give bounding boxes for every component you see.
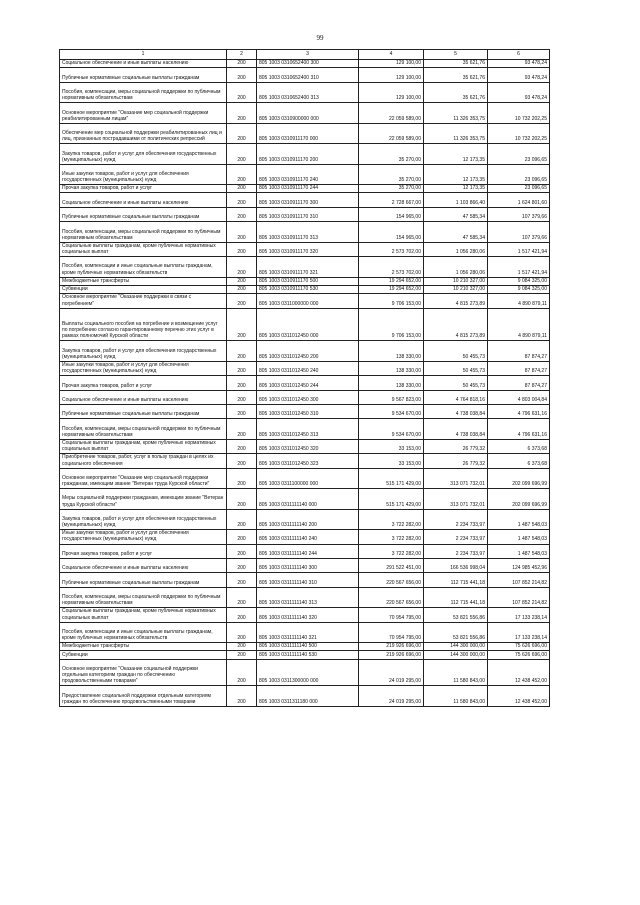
row-executed-cell: 313 071 732,01: [424, 468, 488, 489]
row-name-cell: Пособия, компенсации, меры социальной поддержки по публичным нормативным обязательствам: [60, 419, 227, 440]
row-name-cell: Меры социальной поддержки гражданам, имеющим звание "Ветеран труда Курской области": [60, 489, 227, 510]
row-classification-cell: 805 1003 0310911170 321: [257, 257, 359, 278]
row-code-cell: 200: [227, 439, 257, 453]
row-code-cell: 200: [227, 376, 257, 390]
row-executed-cell: 4 815 273,89: [424, 294, 488, 308]
table-row: [60, 60, 550, 68]
row-plan-cell: 9 567 823,00: [359, 390, 424, 404]
row-plan-cell: 154 965,00: [359, 222, 424, 243]
row-remainder-cell: 1 517 421,94: [488, 242, 550, 256]
row-code-cell: 200: [227, 454, 257, 468]
row-remainder-cell: 107 379,66: [488, 207, 550, 221]
row-executed-cell: 4 738 038,84: [424, 419, 488, 440]
row-code-cell: 200: [227, 489, 257, 510]
row-remainder-cell: 107 852 214,82: [488, 573, 550, 587]
row-plan-cell: 33 153,00: [359, 439, 424, 453]
page-number: 99: [316, 34, 324, 42]
row-code-cell: 200: [227, 558, 257, 572]
row-name-cell: Субвенции: [60, 285, 227, 293]
row-name-cell: Социальное обеспечение и иные выплаты населению: [60, 60, 227, 68]
row-executed-cell: 1 056 280,06: [424, 257, 488, 278]
row-code-cell: 200: [227, 185, 257, 193]
column-header-3: 3: [257, 50, 359, 60]
row-code-cell: 200: [227, 686, 257, 707]
row-plan-cell: 35 270,00: [359, 164, 424, 185]
row-classification-cell: 805 1003 0310911170 530: [257, 285, 359, 293]
row-remainder-cell: 124 985 452,96: [488, 558, 550, 572]
table-row: [60, 294, 550, 308]
row-classification-cell: 805 1003 0311111140 313: [257, 587, 359, 608]
row-executed-cell: 2 234 733,97: [424, 509, 488, 530]
row-code-cell: 200: [227, 659, 257, 686]
row-executed-cell: 26 779,32: [424, 439, 488, 453]
row-classification-cell: 805 1003 0311012450 310: [257, 405, 359, 419]
row-name-cell: Закупка товаров, работ и услуг для обеспечения государственных (муниципальных) нужд: [60, 144, 227, 165]
row-code-cell: 200: [227, 405, 257, 419]
row-classification-cell: 805 1003 0311111140 321: [257, 622, 359, 643]
table-row: [60, 558, 550, 572]
row-remainder-cell: 75 626 696,00: [488, 651, 550, 659]
row-remainder-cell: 202 099 696,99: [488, 468, 550, 489]
row-classification-cell: 805 1003 0311111140 310: [257, 573, 359, 587]
row-classification-cell: 805 1003 0311012450 323: [257, 454, 359, 468]
row-name-cell: Межбюджетные трансферты: [60, 643, 227, 651]
row-name-cell: Субвенции: [60, 651, 227, 659]
row-classification-cell: 805 1003 0311300000 000: [257, 659, 359, 686]
row-classification-cell: 805 1003 0310911170 320: [257, 242, 359, 256]
row-plan-cell: 24 019 295,00: [359, 686, 424, 707]
row-plan-cell: 2 728 667,00: [359, 193, 424, 207]
row-executed-cell: 50 455,73: [424, 361, 488, 375]
table-row: [60, 376, 550, 390]
row-executed-cell: 4 764 818,16: [424, 390, 488, 404]
table-row: [60, 207, 550, 221]
row-remainder-cell: 1 624 801,60: [488, 193, 550, 207]
row-remainder-cell: 87 874,27: [488, 376, 550, 390]
row-name-cell: Публичные нормативные социальные выплаты гражданам: [60, 573, 227, 587]
table-row: [60, 405, 550, 419]
row-plan-cell: 220 567 656,00: [359, 587, 424, 608]
row-plan-cell: 219 926 696,00: [359, 651, 424, 659]
row-name-cell: Закупка товаров, работ и услуг для обеспечения государственных (муниципальных) нужд: [60, 341, 227, 362]
row-name-cell: Межбюджетные трансферты: [60, 277, 227, 285]
row-plan-cell: 35 270,00: [359, 144, 424, 165]
row-plan-cell: 70 954 795,00: [359, 608, 424, 622]
table-row: [60, 622, 550, 643]
row-name-cell: Выплаты социального пособия на погребение и возмещение услуг по погребению согласно гарантированному перечню этих услуг в рамках полномочий Курской области: [60, 308, 227, 341]
row-classification-cell: 805 1003 0311111140 300: [257, 558, 359, 572]
row-plan-cell: 129 100,00: [359, 60, 424, 68]
row-executed-cell: 4 815 273,89: [424, 308, 488, 341]
column-header-2: 2: [227, 50, 257, 60]
row-name-cell: Основное мероприятие "Оказание мер социальной поддержки гражданам, имеющим звание "Ветеран труда Курской области": [60, 468, 227, 489]
row-executed-cell: 2 234 733,97: [424, 530, 488, 544]
row-name-cell: Публичные нормативные социальные выплаты гражданам: [60, 207, 227, 221]
row-classification-cell: 805 1003 0311012450 313: [257, 419, 359, 440]
table-row: [60, 277, 550, 285]
table-row: [60, 530, 550, 544]
row-executed-cell: 10 210 327,00: [424, 277, 488, 285]
row-executed-cell: 166 536 998,04: [424, 558, 488, 572]
row-remainder-cell: 9 084 325,00: [488, 277, 550, 285]
row-remainder-cell: 1 517 421,94: [488, 257, 550, 278]
row-classification-cell: 805 1003 0311000000 000: [257, 294, 359, 308]
table-row: [60, 573, 550, 587]
row-classification-cell: 805 1003 0311111140 200: [257, 509, 359, 530]
row-name-cell: Приобретение товаров, работ, услуг в пользу граждан в целях их социального обеспечения: [60, 454, 227, 468]
row-classification-cell: 805 1003 0310911170 200: [257, 144, 359, 165]
row-code-cell: 200: [227, 509, 257, 530]
budget-table: [59, 49, 550, 707]
row-classification-cell: 805 1003 0310911170 310: [257, 207, 359, 221]
table-row: [60, 509, 550, 530]
row-classification-cell: 805 1003 0311111140 320: [257, 608, 359, 622]
row-code-cell: 200: [227, 123, 257, 144]
row-code-cell: 200: [227, 103, 257, 124]
row-executed-cell: 1 056 280,06: [424, 242, 488, 256]
row-classification-cell: 805 1003 0311012450 240: [257, 361, 359, 375]
row-code-cell: 200: [227, 608, 257, 622]
row-remainder-cell: 6 373,68: [488, 439, 550, 453]
row-executed-cell: 112 715 441,18: [424, 587, 488, 608]
row-name-cell: Публичные нормативные социальные выплаты гражданам: [60, 405, 227, 419]
row-remainder-cell: 4 796 631,16: [488, 419, 550, 440]
row-remainder-cell: 17 133 238,14: [488, 622, 550, 643]
row-classification-cell: 805 1003 0311111140 240: [257, 530, 359, 544]
row-code-cell: 200: [227, 341, 257, 362]
table-row: [60, 544, 550, 558]
row-classification-cell: 805 1003 0310652400 313: [257, 82, 359, 103]
row-classification-cell: 805 1003 0311012450 320: [257, 439, 359, 453]
row-remainder-cell: 23 096,65: [488, 144, 550, 165]
row-plan-cell: 35 270,00: [359, 185, 424, 193]
row-code-cell: 200: [227, 257, 257, 278]
row-code-cell: 200: [227, 193, 257, 207]
table-row: [60, 341, 550, 362]
row-name-cell: Иные закупки товаров, работ и услуг для обеспечения государственных (муниципальных) нужд: [60, 164, 227, 185]
row-plan-cell: 291 522 451,00: [359, 558, 424, 572]
row-remainder-cell: 93 478,24: [488, 68, 550, 82]
row-name-cell: Пособия, компенсации и иные социальные выплаты гражданам, кроме публичных нормативных обязательств: [60, 622, 227, 643]
row-code-cell: 200: [227, 544, 257, 558]
row-plan-cell: 220 567 656,00: [359, 573, 424, 587]
row-classification-cell: 805 1003 0311012450 244: [257, 376, 359, 390]
row-executed-cell: 12 173,35: [424, 164, 488, 185]
row-remainder-cell: 9 084 325,00: [488, 285, 550, 293]
row-code-cell: 200: [227, 285, 257, 293]
row-remainder-cell: 10 732 202,25: [488, 103, 550, 124]
row-name-cell: Прочая закупка товаров, работ и услуг: [60, 544, 227, 558]
row-executed-cell: 53 821 556,86: [424, 622, 488, 643]
table-row: [60, 144, 550, 165]
row-plan-cell: 19 294 652,00: [359, 285, 424, 293]
table-header-row: [60, 50, 550, 60]
table-row: [60, 608, 550, 622]
row-executed-cell: 144 300 000,00: [424, 651, 488, 659]
row-code-cell: 200: [227, 144, 257, 165]
column-header-4: 4: [359, 50, 424, 60]
row-executed-cell: 47 585,34: [424, 207, 488, 221]
row-code-cell: 200: [227, 277, 257, 285]
row-executed-cell: 11 326 353,75: [424, 103, 488, 124]
row-name-cell: Социальные выплаты гражданам, кроме публичных нормативных социальных выплат: [60, 439, 227, 453]
row-plan-cell: 24 019 295,00: [359, 659, 424, 686]
table-row: [60, 419, 550, 440]
table-row: [60, 285, 550, 293]
table-row: [60, 193, 550, 207]
row-plan-cell: 129 100,00: [359, 68, 424, 82]
table-row: [60, 68, 550, 82]
row-plan-cell: 154 965,00: [359, 207, 424, 221]
row-plan-cell: 2 573 702,00: [359, 257, 424, 278]
row-plan-cell: 3 722 282,00: [359, 544, 424, 558]
row-classification-cell: 805 1003 0310652400 300: [257, 60, 359, 68]
row-remainder-cell: 4 796 631,16: [488, 405, 550, 419]
row-remainder-cell: 6 373,68: [488, 454, 550, 468]
row-plan-cell: 138 330,00: [359, 341, 424, 362]
row-name-cell: Социальные выплаты гражданам, кроме публичных нормативных социальных выплат: [60, 608, 227, 622]
table-row: [60, 257, 550, 278]
row-remainder-cell: 1 487 548,03: [488, 530, 550, 544]
row-classification-cell: 805 1003 0310911170 240: [257, 164, 359, 185]
row-remainder-cell: 93 478,24: [488, 60, 550, 68]
row-plan-cell: 22 059 589,00: [359, 123, 424, 144]
row-name-cell: Социальные выплаты гражданам, кроме публичных нормативных социальных выплат: [60, 242, 227, 256]
row-plan-cell: 3 722 282,00: [359, 509, 424, 530]
table-row: [60, 103, 550, 124]
row-executed-cell: 112 715 441,18: [424, 573, 488, 587]
row-executed-cell: 35 621,76: [424, 68, 488, 82]
row-remainder-cell: 87 874,27: [488, 341, 550, 362]
table-row: [60, 361, 550, 375]
table-row: [60, 308, 550, 341]
row-remainder-cell: 202 099 696,99: [488, 489, 550, 510]
table-row: [60, 123, 550, 144]
row-classification-cell: 805 1003 0310911170 300: [257, 193, 359, 207]
row-executed-cell: 10 210 327,00: [424, 285, 488, 293]
row-classification-cell: 805 1003 0310911170 500: [257, 277, 359, 285]
table-row: [60, 686, 550, 707]
row-remainder-cell: 1 487 548,03: [488, 509, 550, 530]
row-plan-cell: 9 706 153,00: [359, 308, 424, 341]
row-name-cell: Закупка товаров, работ и услуг для обеспечения государственных (муниципальных) нужд: [60, 509, 227, 530]
row-code-cell: 200: [227, 308, 257, 341]
row-classification-cell: 805 1003 0311311180 000: [257, 686, 359, 707]
row-executed-cell: 26 779,32: [424, 454, 488, 468]
row-name-cell: Иные закупки товаров, работ и услуг для обеспечения государственных (муниципальных) нужд: [60, 361, 227, 375]
row-code-cell: 200: [227, 651, 257, 659]
row-name-cell: Иные закупки товаров, работ и услуг для обеспечения государственных (муниципальных) нужд: [60, 530, 227, 544]
row-code-cell: 200: [227, 468, 257, 489]
row-classification-cell: 805 1003 0311012450 000: [257, 308, 359, 341]
table-row: [60, 454, 550, 468]
row-classification-cell: 805 1003 0310911170 000: [257, 123, 359, 144]
table-row: [60, 651, 550, 659]
row-code-cell: 200: [227, 222, 257, 243]
column-header-6: 6: [488, 50, 550, 60]
row-name-cell: Обеспечение мер социальной поддержки реабилитированных лиц и лиц, признанных пострадавшими от политических репрессий: [60, 123, 227, 144]
row-remainder-cell: 17 133 238,14: [488, 608, 550, 622]
row-code-cell: 200: [227, 207, 257, 221]
row-code-cell: 200: [227, 68, 257, 82]
row-executed-cell: 313 071 732,01: [424, 489, 488, 510]
row-plan-cell: 2 573 702,00: [359, 242, 424, 256]
row-remainder-cell: 107 852 214,82: [488, 587, 550, 608]
row-classification-cell: 805 1003 0310911170 244: [257, 185, 359, 193]
row-executed-cell: 4 738 038,84: [424, 405, 488, 419]
row-classification-cell: 805 1003 0311111140 000: [257, 489, 359, 510]
row-code-cell: 200: [227, 60, 257, 68]
row-name-cell: Предоставление социальной поддержки отдельным категориям граждан по обеспечению продовольственными товарами: [60, 686, 227, 707]
table-row: [60, 185, 550, 193]
row-name-cell: Пособия, компенсации, меры социальной поддержки по публичным нормативным обязательствам: [60, 587, 227, 608]
row-name-cell: Пособия, компенсации, меры социальной поддержки по публичным нормативным обязательствам: [60, 222, 227, 243]
row-executed-cell: 35 621,76: [424, 82, 488, 103]
row-classification-cell: 805 1003 0310911170 313: [257, 222, 359, 243]
row-classification-cell: 805 1003 0311111140 500: [257, 643, 359, 651]
row-name-cell: Пособия, компенсации и иные социальные выплаты гражданам, кроме публичных нормативных обязательств: [60, 257, 227, 278]
row-plan-cell: 9 534 670,00: [359, 405, 424, 419]
table-row: [60, 390, 550, 404]
row-plan-cell: 138 330,00: [359, 376, 424, 390]
row-name-cell: Основное мероприятие "Оказание социальной поддержки отдельным категориям граждан по обеспечению продовольственными товарами": [60, 659, 227, 686]
row-remainder-cell: 12 438 452,00: [488, 686, 550, 707]
table-row: [60, 82, 550, 103]
row-code-cell: 200: [227, 242, 257, 256]
row-remainder-cell: 4 803 004,84: [488, 390, 550, 404]
row-name-cell: Основное мероприятие "Оказание поддержки в связи с погребением": [60, 294, 227, 308]
row-classification-cell: 805 1003 0311111140 244: [257, 544, 359, 558]
row-remainder-cell: 12 438 452,00: [488, 659, 550, 686]
row-name-cell: Пособия, компенсации, меры социальной поддержки по публичным нормативным обязательствам: [60, 82, 227, 103]
row-plan-cell: 19 294 652,00: [359, 277, 424, 285]
row-executed-cell: 50 455,73: [424, 341, 488, 362]
row-code-cell: 200: [227, 82, 257, 103]
row-plan-cell: 9 534 670,00: [359, 419, 424, 440]
table-row: [60, 587, 550, 608]
row-plan-cell: 3 722 282,00: [359, 530, 424, 544]
row-name-cell: Прочая закупка товаров, работ и услуг: [60, 185, 227, 193]
row-code-cell: 200: [227, 164, 257, 185]
row-remainder-cell: 87 874,27: [488, 361, 550, 375]
row-executed-cell: 12 173,35: [424, 144, 488, 165]
row-executed-cell: 11 326 353,75: [424, 123, 488, 144]
row-name-cell: Основное мероприятие "Оказание мер социальной поддержки реабилитированным лицам": [60, 103, 227, 124]
row-code-cell: 200: [227, 587, 257, 608]
row-remainder-cell: 93 478,24: [488, 82, 550, 103]
row-code-cell: 200: [227, 643, 257, 651]
table-row: [60, 164, 550, 185]
row-code-cell: 200: [227, 622, 257, 643]
row-executed-cell: 2 234 733,97: [424, 544, 488, 558]
table-row: [60, 643, 550, 651]
row-name-cell: Социальное обеспечение и иные выплаты населению: [60, 390, 227, 404]
row-plan-cell: 9 706 153,00: [359, 294, 424, 308]
row-executed-cell: 11 580 843,00: [424, 659, 488, 686]
row-plan-cell: 70 954 795,00: [359, 622, 424, 643]
row-classification-cell: 805 1003 0310900000 000: [257, 103, 359, 124]
column-header-1: 1: [60, 50, 227, 60]
row-plan-cell: 22 059 589,00: [359, 103, 424, 124]
column-header-5: 5: [424, 50, 488, 60]
row-executed-cell: 50 455,73: [424, 376, 488, 390]
row-executed-cell: 11 580 843,00: [424, 686, 488, 707]
row-code-cell: 200: [227, 361, 257, 375]
row-name-cell: Социальное обеспечение и иные выплаты населению: [60, 558, 227, 572]
table-row: [60, 468, 550, 489]
row-remainder-cell: 23 096,65: [488, 164, 550, 185]
row-name-cell: Прочая закупка товаров, работ и услуг: [60, 376, 227, 390]
row-remainder-cell: 75 626 696,00: [488, 643, 550, 651]
table-row: [60, 659, 550, 686]
row-remainder-cell: 107 379,66: [488, 222, 550, 243]
table-row: [60, 489, 550, 510]
row-classification-cell: 805 1003 0311111140 530: [257, 651, 359, 659]
row-remainder-cell: 4 890 879,11: [488, 308, 550, 341]
row-code-cell: 200: [227, 419, 257, 440]
row-executed-cell: 1 103 866,40: [424, 193, 488, 207]
row-classification-cell: 805 1003 0311012450 300: [257, 390, 359, 404]
row-name-cell: Социальное обеспечение и иные выплаты населению: [60, 193, 227, 207]
row-plan-cell: 515 171 429,00: [359, 489, 424, 510]
row-remainder-cell: 1 487 548,03: [488, 544, 550, 558]
row-code-cell: 200: [227, 390, 257, 404]
table-row: [60, 439, 550, 453]
table-row: [60, 242, 550, 256]
row-name-cell: Публичные нормативные социальные выплаты гражданам: [60, 68, 227, 82]
row-executed-cell: 144 300 000,00: [424, 643, 488, 651]
row-executed-cell: 12 173,35: [424, 185, 488, 193]
row-code-cell: 200: [227, 294, 257, 308]
row-executed-cell: 47 585,34: [424, 222, 488, 243]
row-remainder-cell: 23 096,65: [488, 185, 550, 193]
row-code-cell: 200: [227, 530, 257, 544]
row-code-cell: 200: [227, 573, 257, 587]
table-row: [60, 222, 550, 243]
row-plan-cell: 129 100,00: [359, 82, 424, 103]
row-plan-cell: 515 171 429,00: [359, 468, 424, 489]
row-remainder-cell: 10 732 202,25: [488, 123, 550, 144]
row-classification-cell: 805 1003 0310652400 310: [257, 68, 359, 82]
row-executed-cell: 53 821 556,86: [424, 608, 488, 622]
row-classification-cell: 805 1003 0311100000 000: [257, 468, 359, 489]
row-plan-cell: 33 153,00: [359, 454, 424, 468]
row-remainder-cell: 4 890 879,11: [488, 294, 550, 308]
row-plan-cell: 138 330,00: [359, 361, 424, 375]
row-plan-cell: 219 926 696,00: [359, 643, 424, 651]
table-body: [60, 50, 550, 707]
row-classification-cell: 805 1003 0311012450 200: [257, 341, 359, 362]
row-executed-cell: 35 621,76: [424, 60, 488, 68]
